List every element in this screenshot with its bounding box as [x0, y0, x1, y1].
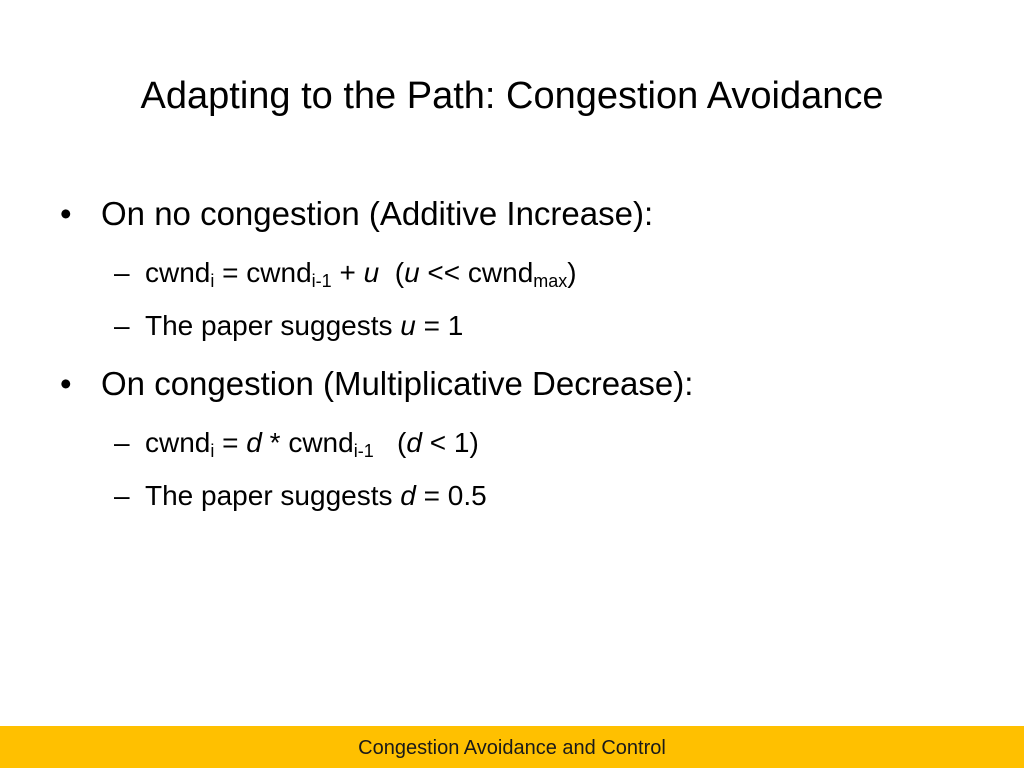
sub-item-text: The paper suggests: [145, 480, 401, 511]
bullet-multiplicative-decrease: [60, 358, 980, 516]
formula-variable: u: [404, 257, 420, 288]
sub-item-decrease-suggestion: [60, 476, 980, 516]
formula-text: ): [567, 257, 577, 288]
dash-marker: –: [114, 310, 130, 341]
sub-item-decrease-formula: [60, 423, 980, 463]
sub-item-text: = 0.5: [415, 480, 487, 511]
slide-title: Adapting to the Path: Congestion Avoidance: [140, 75, 884, 117]
sub-item-text: The paper suggests: [145, 310, 401, 341]
bullet-marker: •: [60, 195, 72, 232]
dash-marker: –: [114, 427, 130, 458]
formula-variable: d: [246, 427, 262, 458]
formula-text: (: [373, 427, 407, 458]
formula-variable: u: [363, 257, 380, 288]
bullet-item: [60, 358, 980, 410]
formula-subscript: i-1: [311, 271, 332, 291]
slide-content: [60, 188, 980, 516]
formula-text: cwnd: [145, 257, 211, 288]
dash-marker: –: [114, 257, 130, 288]
formula-text: << cwnd: [419, 257, 534, 288]
bullet-text: On congestion (Multiplicative Decrease):: [101, 365, 694, 402]
footer-bar: [0, 726, 1024, 768]
sub-item-increase-formula: [60, 253, 980, 293]
formula-subscript: i: [210, 441, 215, 461]
bullet-marker: •: [60, 365, 72, 402]
formula-text: cwnd: [145, 427, 211, 458]
formula-subscript: i: [210, 271, 215, 291]
formula-text: < 1): [421, 427, 479, 458]
formula-text: (: [379, 257, 405, 288]
bullet-text: On no congestion (Additive Increase):: [101, 195, 654, 232]
formula-subscript: max: [533, 271, 568, 291]
formula-text: = cwnd: [214, 257, 312, 288]
formula-variable: d: [400, 480, 416, 511]
footer-text: Congestion Avoidance and Control: [358, 737, 666, 759]
formula-text: * cwnd: [261, 427, 354, 458]
sub-item-text: = 1: [415, 310, 464, 341]
bullet-additive-increase: [60, 188, 980, 346]
formula-variable: d: [406, 427, 422, 458]
formula-variable: u: [400, 310, 416, 341]
sub-item-increase-suggestion: [60, 306, 980, 346]
dash-marker: –: [114, 480, 130, 511]
formula-subscript: i-1: [353, 441, 374, 461]
formula-text: +: [331, 257, 364, 288]
formula-text: =: [214, 427, 247, 458]
bullet-item: [60, 188, 980, 240]
